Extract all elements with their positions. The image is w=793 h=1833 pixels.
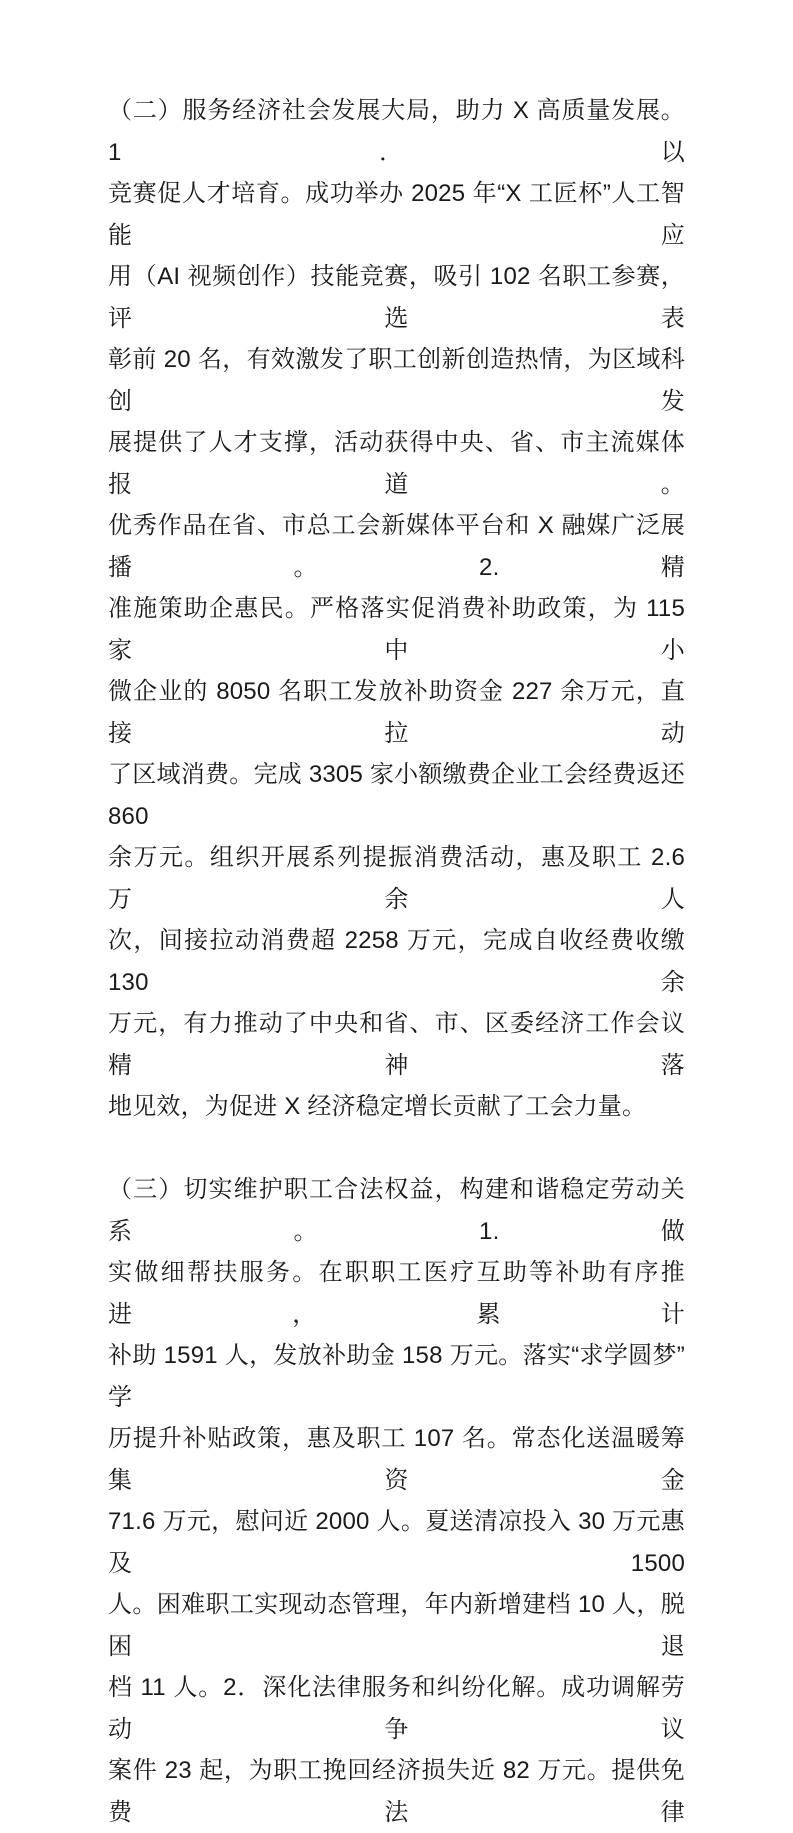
- text-line: 了区域消费。完成 3305 家小额缴费企业工会经费返还 860: [108, 761, 685, 830]
- text-line: 用（AI 视频创作）技能竞赛，吸引 102 名职工参赛，评选表: [108, 263, 685, 332]
- text-line: 历提升补贴政策，惠及职工 107 名。常态化送温暖筹集资金: [108, 1425, 685, 1494]
- text-line: 实做细帮扶服务。在职职工医疗互助等补助有序推进，累计: [108, 1259, 685, 1328]
- text-line: 地见效，为促进 X 经济稳定增长贡献了工会力量。: [108, 1093, 647, 1120]
- text-line: （三）切实维护职工合法权益，构建和谐稳定劳动关系。1.做: [108, 1176, 685, 1245]
- text-line: 彰前 20 名，有效激发了职工创新创造热情，为区域科创发: [108, 346, 685, 415]
- text-line: 优秀作品在省、市总工会新媒体平台和 X 融媒广泛展播。2.精: [108, 512, 685, 581]
- text-line: 余万元。组织开展系列提振消费活动，惠及职工 2.6 万余人: [108, 844, 685, 913]
- text-line: 补助 1591 人，发放补助金 158 万元。落实“求学圆梦”学: [108, 1342, 685, 1411]
- text-line: 竞赛促人才培育。成功举办 2025 年“X 工匠杯”人工智能应: [108, 180, 685, 249]
- paragraph-section-3: [108, 1169, 685, 1833]
- text-line: 案件 23 起，为职工挽回经济损失近 82 万元。提供免费法律: [108, 1757, 685, 1826]
- paragraph-section-2: [108, 90, 685, 1128]
- text-line: （二）服务经济社会发展大局，助力 X 高质量发展。1．以: [108, 97, 685, 166]
- text-line: 准施策助企惠民。严格落实促消费补助政策，为 115 家中小: [108, 595, 685, 664]
- text-line: 万元，有力推动了中央和省、市、区委经济工作会议精神落: [108, 1010, 685, 1079]
- text-line: 人。困难职工实现动态管理，年内新增建档 10 人，脱困退: [108, 1591, 685, 1660]
- text-line: 档 11 人。2．深化法律服务和纠纷化解。成功调解劳动争议: [108, 1674, 685, 1743]
- text-line: 71.6 万元，慰问近 2000 人。夏送清凉投入 30 万元惠及 1500: [108, 1508, 685, 1577]
- text-line: 微企业的 8050 名职工发放补助资金 227 余万元，直接拉动: [108, 678, 685, 747]
- text-line: 次，间接拉动消费超 2258 万元，完成自收经费收缴 130 余: [108, 927, 685, 996]
- text-line: 展提供了人才支撑，活动获得中央、省、市主流媒体报道。: [108, 429, 685, 498]
